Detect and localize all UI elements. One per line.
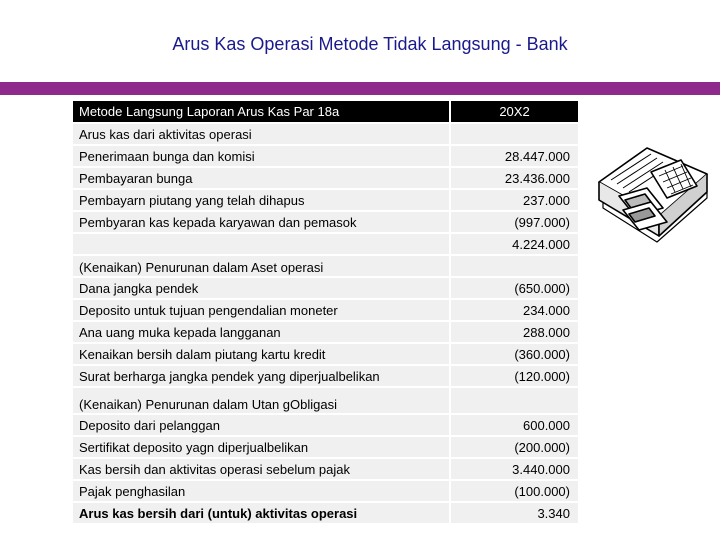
table-row: Kas bersih dan aktivitas operasi sebelum pajak 3.440.000 <box>73 459 578 479</box>
table-row: Sertifikat deposito yagn diperjualbelikan (200.000) <box>73 437 578 457</box>
cash-flow-table <box>73 101 578 525</box>
table-row-subtotal: 4.224.000 <box>73 234 578 254</box>
header-label: Metode Langsung Laporan Arus Kas Par 18a <box>73 101 449 122</box>
header-year: 20X2 <box>451 101 578 122</box>
table-row: Deposito dari pelanggan 600.000 <box>73 415 578 435</box>
table-row: Pembyaran kas kepada karyawan dan pemasok (997.000) <box>73 212 578 232</box>
table-row: Pajak penghasilan (100.000) <box>73 481 578 501</box>
table-row-total: Arus kas bersih dari (untuk) aktivitas operasi 3.340 <box>73 503 578 523</box>
divider-bar <box>0 82 720 95</box>
table-row: Penerimaan bunga dan komisi 28.447.000 <box>73 146 578 166</box>
table-row: Ana uang muka kepada langganan 288.000 <box>73 322 578 342</box>
table-row: (Kenaikan) Penurunan dalam Utan gObligasi <box>73 388 578 413</box>
file-tray-icon <box>589 130 717 254</box>
table-row: Dana jangka pendek (650.000) <box>73 278 578 298</box>
table-header <box>73 101 578 122</box>
table-row: Kenaikan bersih dalam piutang kartu kredit (360.000) <box>73 344 578 364</box>
table-row: Surat berharga jangka pendek yang diperjualbelikan (120.000) <box>73 366 578 386</box>
table-row: Arus kas dari aktivitas operasi <box>73 124 578 144</box>
page-title: Arus Kas Operasi Metode Tidak Langsung - Bank <box>172 34 568 54</box>
table-row: Pembayarn piutang yang telah dihapus 237.000 <box>73 190 578 210</box>
table-row: Deposito untuk tujuan pengendalian moneter 234.000 <box>73 300 578 320</box>
table-row: (Kenaikan) Penurunan dalam Aset operasi <box>73 256 578 276</box>
table-row: Pembayaran bunga 23.436.000 <box>73 168 578 188</box>
